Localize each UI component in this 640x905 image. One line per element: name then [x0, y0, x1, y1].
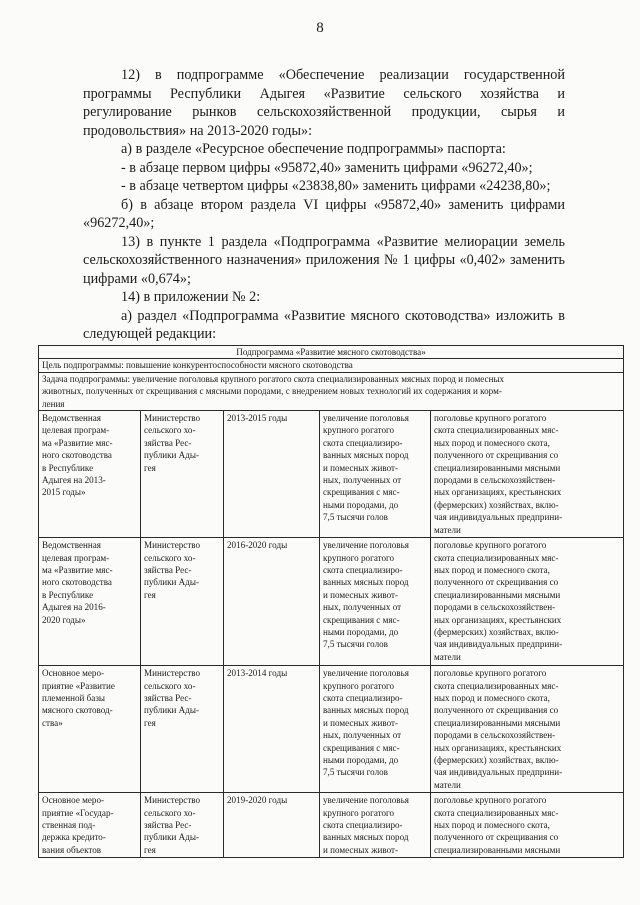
executor-cell: [141, 666, 224, 793]
measure-name: Основное меро- приятие «Государ- ственная под- держка кредито- вания объектов: [42, 795, 114, 855]
period-cell: [224, 538, 320, 666]
indicator-cell: [431, 411, 624, 538]
indicator-cell: [431, 538, 624, 666]
period: 2016-2020 годы: [227, 540, 288, 551]
indicator-cell: [431, 666, 624, 793]
table-row: [39, 666, 624, 793]
paragraph: - в абзаце первом цифры «95872,40» заменить цифрами «96272,40»;: [121, 159, 533, 176]
measure-name: Основное меро- приятие «Развитие племенной базы мясного скотовод- ства»: [42, 668, 115, 728]
indicator: поголовье крупного рогатого скота специализированных мяс- ных пород и помесного скота, полученного от скрещивания со специализированными мясными: [434, 795, 561, 855]
period-cell: [224, 666, 320, 793]
table-row: [39, 538, 624, 666]
indicator-cell: [431, 793, 624, 858]
result-cell: [320, 793, 431, 858]
paragraph: а) раздел «Подпрограмма «Развитие мясного скотоводства» изложить в следующей редакции:: [83, 307, 565, 342]
paragraph: 12) в подпрограмме «Обеспечение реализации государственной программы Республики Адыгея «Развитие сельского хозяйства и регулирование рынков сельскохозяйственной продукции, сырья и продовольствия» на 2013-2020 годы»:: [83, 67, 565, 139]
period: 2013-2014 годы: [227, 668, 288, 679]
table-row: [39, 793, 624, 858]
table-title-row: [39, 346, 624, 359]
paragraph: 13) в пункте 1 раздела «Подпрограмма «Развитие мелиорации земель сельскохозяйственного назначения» приложения № 1 цифры «0,402» заменить цифрами «0,674»;: [83, 233, 565, 287]
expected-result: увеличение поголовья крупного рогатого скота специализиро- ванных мясных пород и помесных живот-: [323, 795, 409, 855]
indicator: поголовье крупного рогатого скота специализированных мяс- ных пород и помесного скота, полученного от скрещивания со специализированными мясными породами в сельскохозяйствен- ных организациях, крестьянских (фермерских) хозяйствах, вклю- чая индивидуальных предприни- матели: [434, 668, 563, 790]
table-row: [39, 411, 624, 538]
table-title: Подпрограмма «Развитие мясного скотоводства»: [39, 346, 624, 359]
paragraph: 14) в приложении № 2:: [121, 289, 261, 305]
page-number: 8: [316, 20, 324, 36]
period-cell: [224, 793, 320, 858]
expected-result: увеличение поголовья крупного рогатого скота специализиро- ванных мясных пород и помесных живот- ных, полученных от скрещивания с мяс- ными породами, до 7,5 тысячи голов: [323, 540, 409, 650]
executor: Министерство сельского хо- зяйства Рес- публики Ады- гея: [144, 668, 201, 728]
result-cell: [320, 411, 431, 538]
subprogram-table: [38, 345, 624, 858]
measure-name-cell: [39, 666, 141, 793]
paragraph: б) в абзаце втором раздела VI цифры «95872,40» заменить цифрами «96272,40»;: [83, 196, 565, 231]
executor: Министерство сельского хо- зяйства Рес- публики Ады- гея: [144, 540, 201, 600]
executor-cell: [141, 793, 224, 858]
table-task: Задача подпрограммы: увеличение поголовья крупного рогатого скота специализированных мясных пород и помесных животных, полученных от скрещивания с мясными породами, с внедрением новых технологий их содержания и корм- ления: [39, 372, 624, 410]
expected-result: увеличение поголовья крупного рогатого скота специализиро- ванных мясных пород и помесных живот- ных, полученных от скрещивания с мяс- ными породами, до 7,5 тысячи голов: [323, 668, 409, 778]
result-cell: [320, 538, 431, 666]
body-text: [83, 66, 565, 344]
measure-name: Ведомственная целевая програм- ма «Развитие мяс- ного скотоводства в Республике Адыгея на 2016- 2020 годы»: [42, 540, 113, 625]
period-cell: [224, 411, 320, 538]
table-goal: Цель подпрограммы: повышение конкурентоспособности мясного скотоводства: [39, 359, 624, 372]
executor-cell: [141, 411, 224, 538]
paragraph: а) в разделе «Ресурсное обеспечение подпрограммы» паспорта:: [121, 141, 506, 157]
indicator: поголовье крупного рогатого скота специализированных мяс- ных пород и помесного скота, полученного от скрещивания со специализированными мясными породами в сельскохозяйствен- ных организациях, крестьянских (фермерских) хозяйствах, вклю- чая индивидуальных предприни- матели: [434, 540, 563, 662]
table-goal-row: [39, 359, 624, 372]
period: 2013-2015 годы: [227, 413, 288, 424]
paragraph: - в абзаце четвертом цифры «23838,80» заменить цифрами «24238,80»;: [121, 178, 551, 194]
measure-name-cell: [39, 411, 141, 538]
executor-cell: [141, 538, 224, 666]
executor: Министерство сельского хо- зяйства Рес- публики Ады- гея: [144, 413, 201, 473]
expected-result: увеличение поголовья крупного рогатого скота специализиро- ванных мясных пород и помесных живот- ных, полученных от скрещивания с мяс- ными породами, до 7,5 тысячи голов: [323, 413, 409, 523]
executor: Министерство сельского хо- зяйства Рес- публики Ады- гея: [144, 795, 201, 855]
indicator: поголовье крупного рогатого скота специализированных мяс- ных пород и помесного скота, полученного от скрещивания со специализированными мясными породами в сельскохозяйствен- ных организациях, крестьянских (фермерских) хозяйствах, вклю- чая индивидуальных предприни- матели: [434, 413, 563, 535]
measure-name-cell: [39, 538, 141, 666]
measure-name: Ведомственная целевая програм- ма «Развитие мяс- ного скотоводства в Республике Адыгея на 2013- 2015 годы»: [42, 413, 113, 498]
table-task-row: [39, 372, 624, 410]
measure-name-cell: [39, 793, 141, 858]
result-cell: [320, 666, 431, 793]
period: 2019-2020 годы: [227, 795, 288, 806]
